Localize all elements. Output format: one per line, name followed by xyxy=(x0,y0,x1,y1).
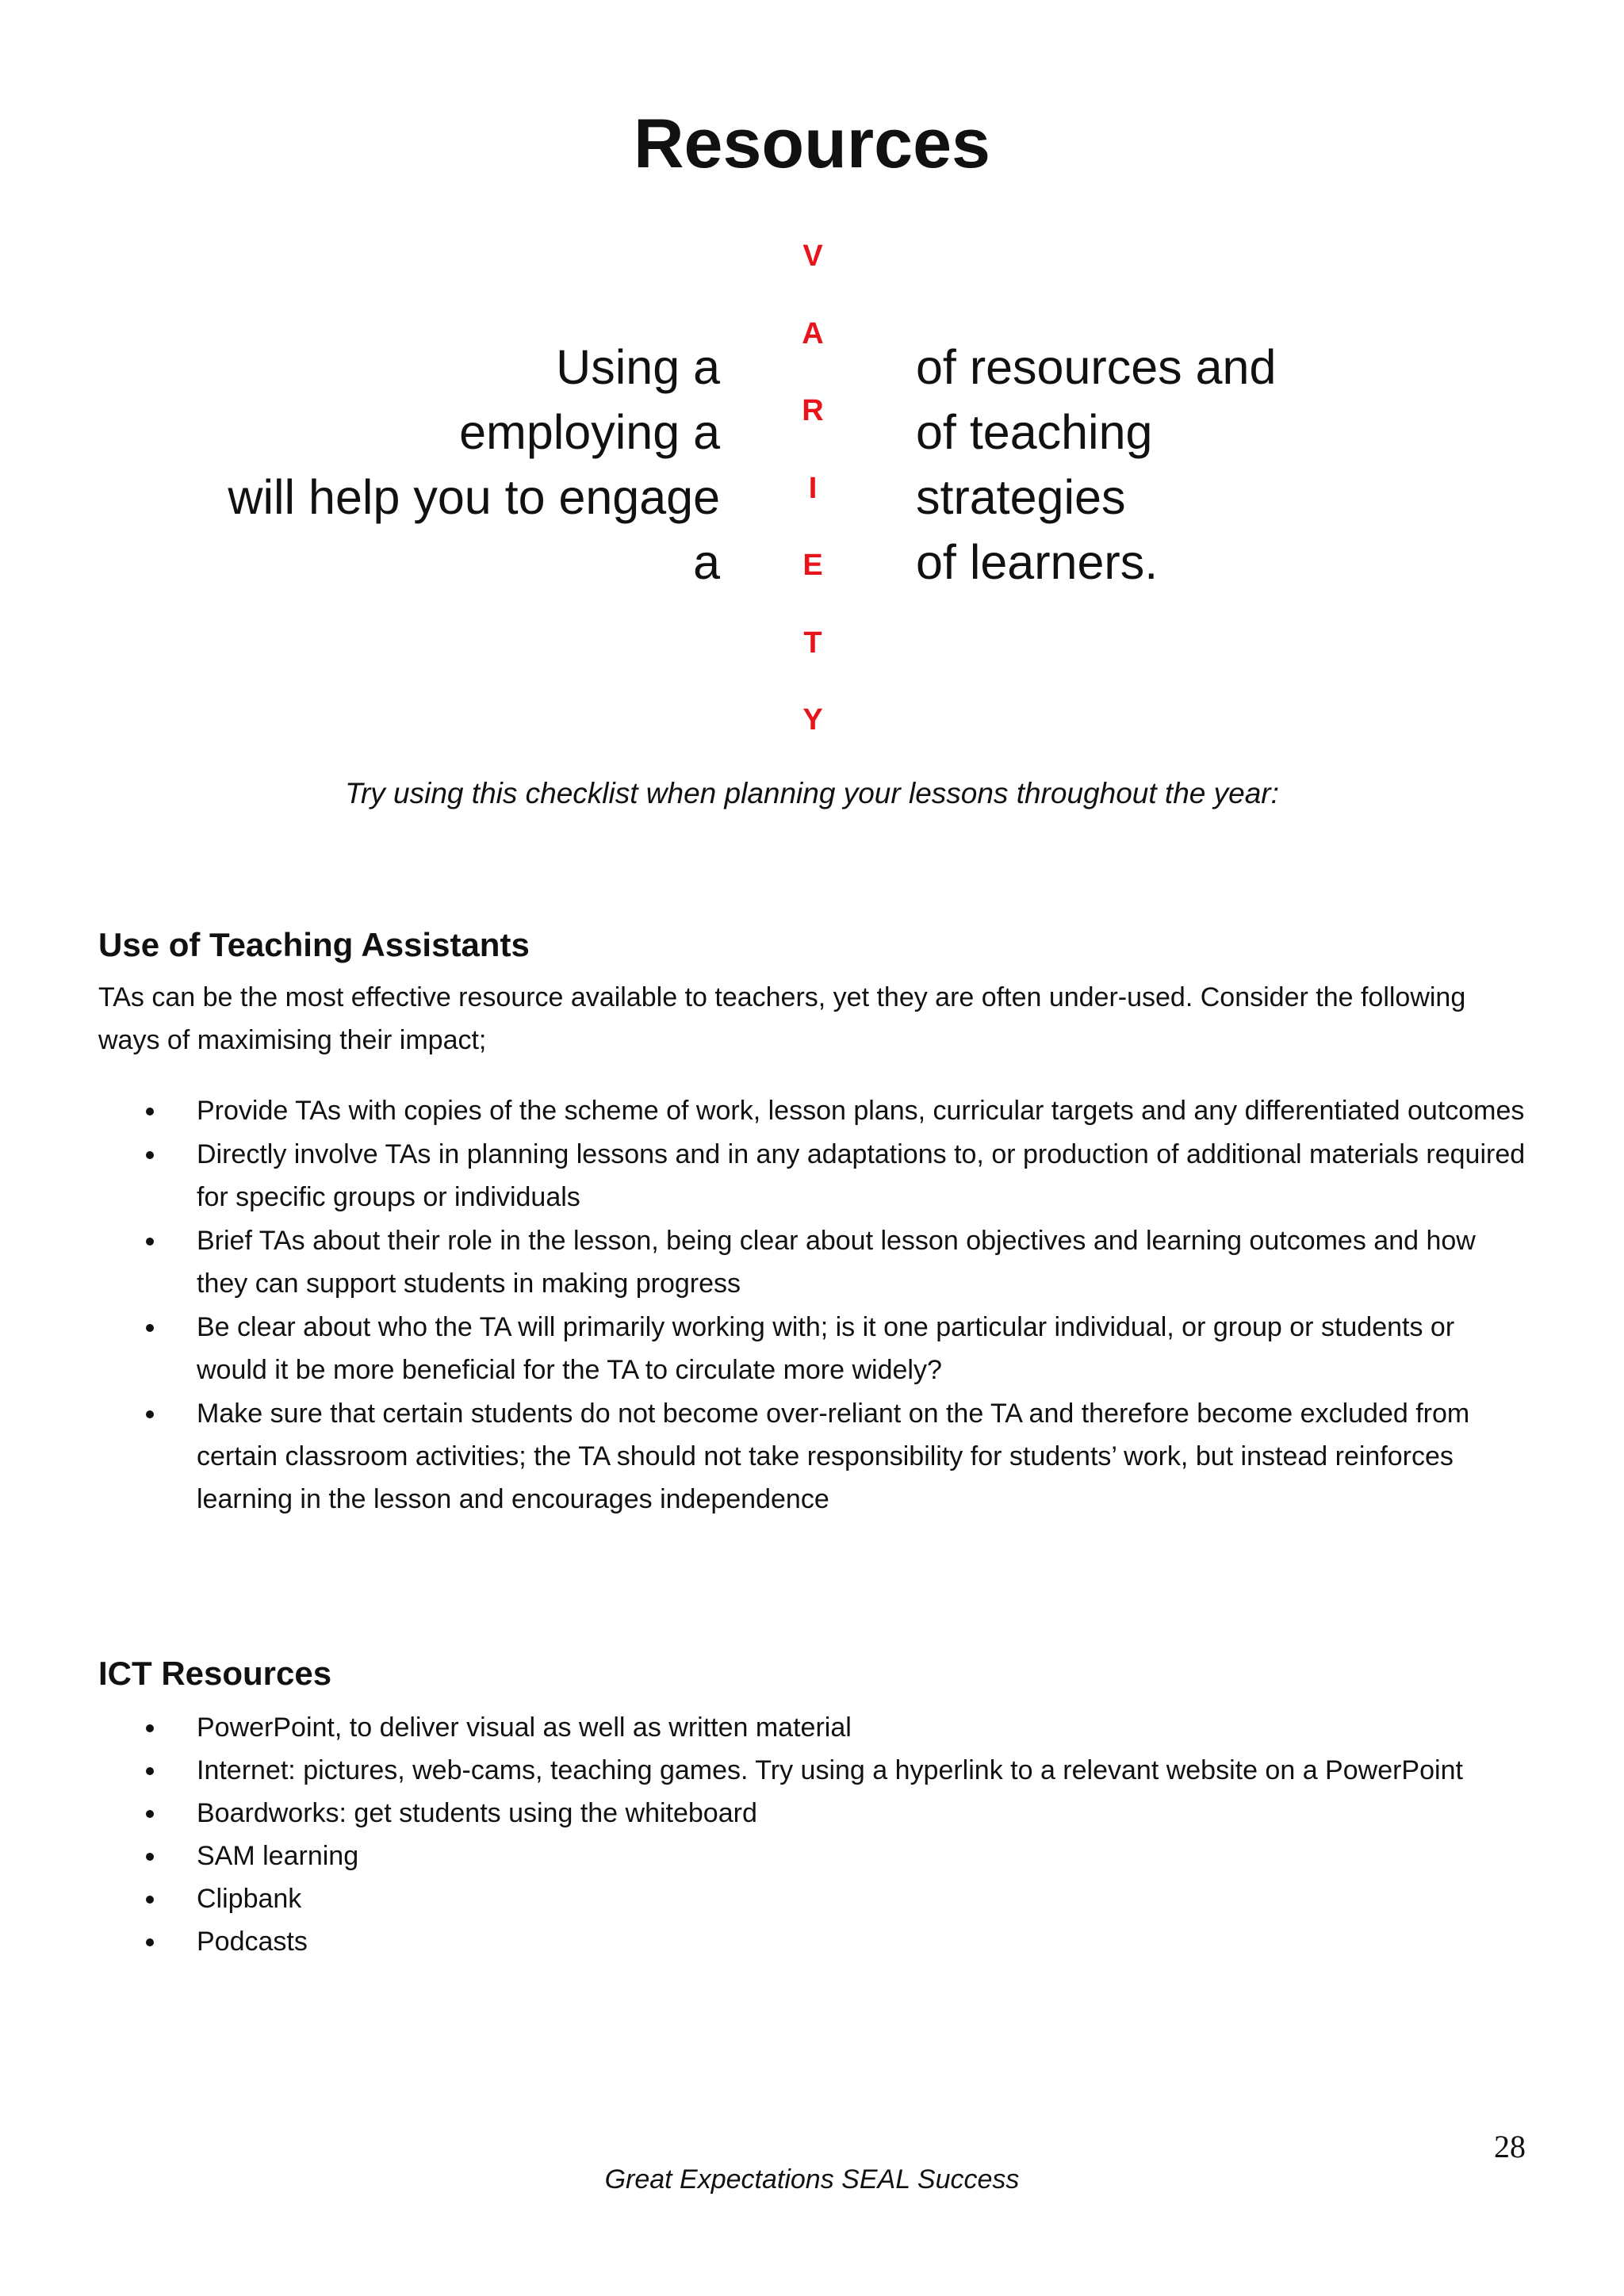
list-item xyxy=(98,1306,1526,1391)
bullet-icon xyxy=(146,1238,154,1246)
list-item-text: Internet: pictures, web-cams, teaching games. Try using a hyperlink to a relevant website on a PowerPoint xyxy=(197,1755,1463,1785)
ta-section-heading: Use of Teaching Assistants xyxy=(98,926,530,963)
list-item xyxy=(98,1920,1526,1963)
bullet-icon xyxy=(146,1108,154,1115)
bullet-icon xyxy=(146,1324,154,1332)
list-item-text: Podcasts xyxy=(197,1927,308,1957)
ict-bullet-list xyxy=(98,1706,1526,1963)
list-item xyxy=(98,1749,1526,1792)
page-title: Resources xyxy=(633,104,990,182)
list-item-text: Boardworks: get students using the whiteboard xyxy=(197,1798,757,1828)
bullet-icon xyxy=(146,1810,154,1818)
phrase-line: employing a xyxy=(459,405,720,459)
list-item xyxy=(98,1792,1526,1835)
checklist-intro: Try using this checklist when planning your lessons throughout the year: xyxy=(345,777,1279,809)
ict-section-heading: ICT Resources xyxy=(98,1655,332,1692)
list-item-text: Provide TAs with copies of the scheme of work, lesson plans, curricular targets and any differentiated outcomes xyxy=(197,1096,1525,1126)
list-item xyxy=(98,1133,1526,1219)
bullet-icon xyxy=(146,1151,154,1159)
phrase-line: of teaching xyxy=(916,405,1153,459)
list-item-text: Make sure that certain students do not become over-reliant on the TA and therefore become excluded from certain classroom activities; the TA should not take responsibility for students’ work, but instead reinforces learning in the lesson and encourages independence xyxy=(197,1399,1470,1514)
phrase-line: Using a xyxy=(556,340,720,394)
page-number: 28 xyxy=(1494,2129,1526,2164)
list-item xyxy=(98,1706,1526,1749)
variety-phrase-left xyxy=(228,335,720,595)
phrase-line: of learners. xyxy=(916,535,1159,589)
page-footer: Great Expectations SEAL Success xyxy=(604,2164,1020,2195)
ta-section-paragraph: TAs can be the most effective resource available to teachers, yet they are often under-used. Consider the following ways of maximising their impact; xyxy=(98,982,1466,1055)
list-item-text: Directly involve TAs in planning lessons and in any adaptations to, or production of additional materials required for specific groups or individuals xyxy=(197,1139,1526,1212)
list-item-text: PowerPoint, to deliver visual as well as written material xyxy=(197,1712,852,1743)
phrase-line: of resources and xyxy=(916,340,1277,394)
variety-letter: Y xyxy=(802,703,823,737)
variety-letter: A xyxy=(802,316,824,350)
variety-letter: T xyxy=(803,626,822,660)
list-item-text: Brief TAs about their role in the lesson, being clear about lesson objectives and learning outcomes and how they can support students in making progress xyxy=(197,1226,1476,1299)
phrase-line: a xyxy=(693,535,720,589)
list-item xyxy=(98,1219,1526,1305)
variety-letter: E xyxy=(802,549,823,582)
bullet-icon xyxy=(146,1767,154,1775)
bullet-icon xyxy=(146,1724,154,1732)
variety-letter: V xyxy=(802,239,823,273)
bullet-icon xyxy=(146,1853,154,1861)
bullet-icon xyxy=(146,1938,154,1946)
phrase-line: strategies xyxy=(916,470,1126,524)
list-item-text: SAM learning xyxy=(197,1841,359,1871)
list-item xyxy=(98,1392,1526,1521)
ta-bullet-list xyxy=(98,1089,1526,1521)
variety-letter: R xyxy=(802,394,824,427)
bullet-icon xyxy=(146,1896,154,1904)
bullet-icon xyxy=(146,1410,154,1418)
list-item-text: Be clear about who the TA will primarily working with; is it one particular individual, or group or students or would it be more beneficial for the TA to circulate more widely? xyxy=(197,1312,1455,1385)
list-item xyxy=(98,1877,1526,1920)
list-item xyxy=(98,1089,1526,1132)
variety-letter: I xyxy=(808,471,818,505)
variety-acrostic xyxy=(785,234,841,775)
variety-phrase-right xyxy=(916,335,1276,595)
phrase-line: will help you to engage xyxy=(228,470,720,524)
list-item-text: Clipbank xyxy=(197,1884,302,1914)
list-item xyxy=(98,1835,1526,1877)
